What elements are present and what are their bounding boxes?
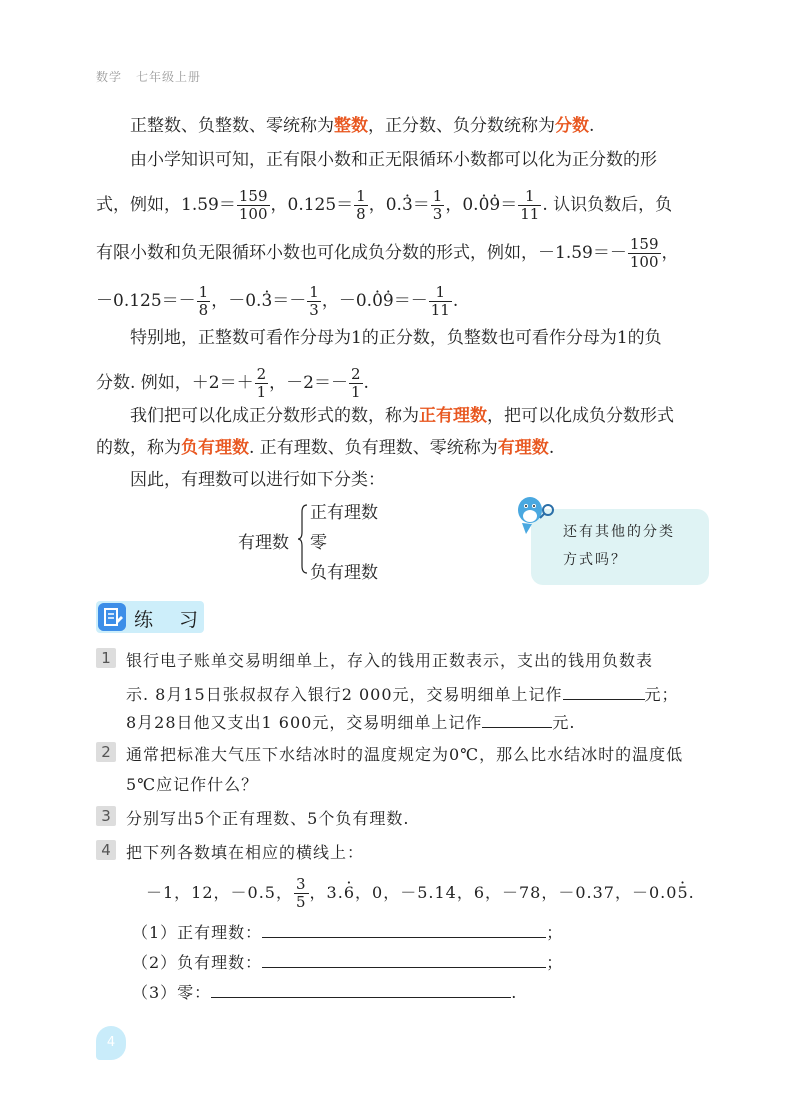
q2-line1: 通常把标准大气压下水结冰时的温度规定为0℃，那么比水结冰时的温度低: [126, 745, 684, 764]
fraction: $\frac{159}{100}$: [238, 187, 268, 223]
fraction: $\frac{159}{100}$: [629, 235, 659, 271]
pencil-note-icon: [98, 603, 126, 631]
answer-blank[interactable]: [262, 953, 546, 968]
q1-line3: 8月28日他又支出1 600元，交易明细单上记作 元.: [126, 713, 576, 732]
fraction: $\frac{1}{8}$: [198, 283, 209, 319]
q2-line2: 5℃应记作什么？: [126, 775, 259, 794]
answer-blank[interactable]: [211, 983, 511, 998]
tree-root: 有理数: [238, 533, 289, 553]
question-number: 1: [96, 648, 116, 668]
paragraph-decimals-line4: －0.125＝－ $\frac{1}{8}$ ，－0.· 3＝－ $\frac{1}{3}$ ，－0.· 0· 9＝－ $\frac{1}{11}$ .: [96, 284, 706, 319]
paragraph-special-line1: 特别地，正整数可看作分母为1的正分数，负整数也可看作分母为1的负: [130, 328, 662, 348]
question-number: 3: [96, 806, 116, 826]
paragraph-integers: 正整数、负整数、零统称为整数，正分数、负分数统称为分数.: [130, 116, 595, 136]
question-number: 2: [96, 742, 116, 762]
term-integer: 整数: [334, 116, 368, 136]
question-number: 4: [96, 840, 116, 860]
brace-icon: [298, 504, 308, 574]
thought-bubble: 还有其他的分类 方式吗？: [531, 509, 709, 585]
q4-sub2: （2）负有理数： ；: [132, 953, 564, 972]
fraction: $\frac{1}{3}$: [432, 187, 443, 223]
fraction: $\frac{2}{1}$: [256, 365, 267, 401]
dolphin-mascot-icon: [512, 490, 556, 536]
running-header: [96, 68, 201, 85]
fraction: $\frac{1}{11}$: [520, 187, 540, 223]
tree-branch-positive: 正有理数: [310, 503, 378, 523]
q4-line1: 把下列各数填在相应的横线上：: [126, 843, 365, 862]
q3-line1: 分别写出5个正有理数、5个负有理数.: [126, 809, 410, 828]
header-subject: 数学: [96, 70, 123, 84]
page-number: 4: [96, 1026, 126, 1060]
answer-blank[interactable]: [482, 713, 552, 728]
paragraph-decimals-line2: 式，例如，1.59＝ $\frac{159}{100}$ ，0.125＝ $\frac{1}{8}$ ，0.· 3＝ $\frac{1}{3}$ ，0.· 0· 9＝ $\frac{1}{11}$ . 认识负数后，负: [96, 188, 706, 223]
term-rational: 有理数: [497, 438, 549, 458]
fraction: $\frac{2}{1}$: [351, 365, 361, 401]
q4-sub3: （3）零： .: [132, 983, 518, 1002]
fraction: $\frac{3}{5}$: [296, 875, 307, 911]
fraction: $\frac{1}{8}$: [356, 187, 366, 223]
paragraph-rational-line1: 我们把可以化成正分数形式的数，称为正有理数，把可以化成负分数形式: [130, 406, 674, 426]
term-negative-rational: 负有理数: [181, 438, 249, 458]
tree-branch-zero: 零: [310, 533, 327, 553]
paragraph-decimals-line3: 有限小数和负无限循环小数也可化成负分数的形式，例如，－1.59＝－ $\frac{159}{100}$ ，: [96, 235, 679, 271]
q4-sub1: （1）正有理数： ；: [132, 923, 564, 942]
paragraph-special-line2: 分数. 例如，＋2＝＋ $\frac{2}{1}$ ，－2＝－ $\frac{2}{1}$ .: [96, 365, 369, 401]
classification-tree: [238, 498, 398, 584]
exercise-title: 练 习: [134, 609, 209, 631]
answer-blank[interactable]: [262, 923, 546, 938]
term-fraction: 分数: [555, 116, 589, 136]
term-positive-rational: 正有理数: [419, 406, 487, 426]
paragraph-classification: 因此，有理数可以进行如下分类：: [130, 470, 385, 490]
answer-blank[interactable]: [563, 685, 645, 700]
fraction: $\frac{1}{11}$: [430, 283, 450, 319]
paragraph-rational-line2: 的数，称为负有理数. 正有理数、负有理数、零统称为有理数.: [96, 438, 555, 458]
fraction: $\frac{1}{3}$: [309, 283, 319, 319]
q1-line2: 示. 8月15日张叔叔存入银行2 000元，交易明细单上记作 元；: [126, 685, 679, 704]
paragraph-decimals-line1: 由小学知识可知，正有限小数和正无限循环小数都可以化为正分数的形: [130, 150, 657, 170]
q4-number-list: －1，12，－0.5， $\frac{3}{5}$ ，3.· 6，0，－5.14，6，－78，－0.37，－0.0· 5.: [146, 876, 695, 911]
q1-line1: 银行电子账单交易明细单上，存入的钱用正数表示，支出的钱用负数表: [126, 651, 654, 670]
tree-branch-negative: 负有理数: [310, 563, 378, 583]
header-book: 七年级上册: [136, 70, 202, 84]
